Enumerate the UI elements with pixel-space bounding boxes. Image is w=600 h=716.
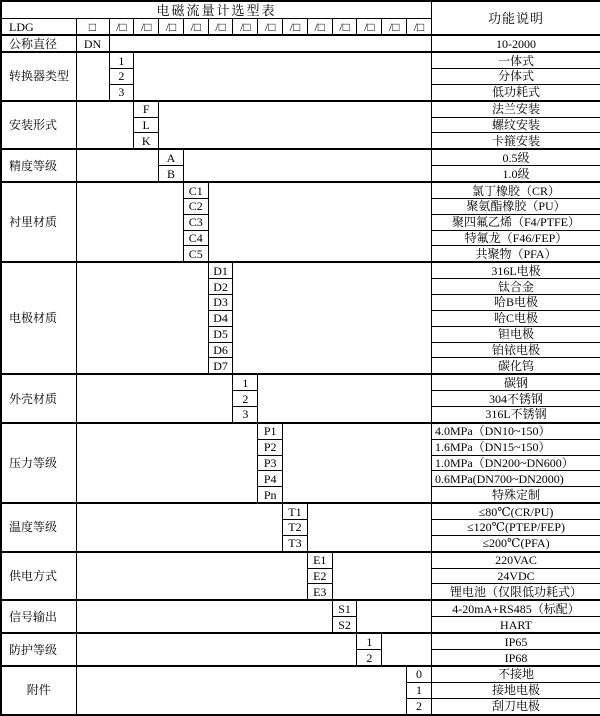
category-label: 转换器类型: [1, 52, 76, 101]
option-desc: 氯丁橡胶（CR）: [431, 182, 600, 198]
option-desc: 0.6MPa(DN700~DN2000): [431, 471, 600, 487]
option-code: D3: [208, 295, 233, 311]
option-code: L: [134, 117, 159, 133]
option-desc: 316L电极: [431, 262, 600, 278]
option-code: K: [134, 133, 159, 149]
option-desc: 不接地: [431, 666, 600, 682]
model-slot: /□: [233, 19, 258, 35]
option-desc: 1.6MPa（DN15~150）: [431, 439, 600, 455]
option-desc: 刮刀电极: [431, 698, 600, 715]
option-code: 3: [233, 406, 258, 422]
option-code: 1: [109, 52, 134, 68]
spacer-cell: [76, 503, 283, 552]
option-desc: 4-20mA+RS485（标配）: [431, 600, 600, 616]
option-desc: 螺纹安装: [431, 117, 600, 133]
category-label: 公称直径: [1, 35, 76, 52]
option-desc: HART: [431, 617, 600, 633]
option-code: 2: [357, 650, 382, 666]
option-desc: 分体式: [431, 68, 600, 84]
spacer-cell: [382, 633, 432, 666]
option-code: 2: [233, 391, 258, 407]
option-code: A: [159, 149, 184, 165]
spacer-cell: [134, 52, 432, 101]
option-desc: 哈B电极: [431, 295, 600, 311]
option-desc: 1.0级: [431, 166, 600, 182]
option-code: 0: [407, 666, 432, 682]
option-desc: ≤200℃(PFA): [431, 535, 600, 551]
option-code: C5: [183, 246, 208, 262]
model-slot: /□: [307, 19, 332, 35]
option-desc: 碳钢: [431, 374, 600, 390]
model-prefix: LDG: [1, 19, 76, 35]
option-code: D1: [208, 262, 233, 278]
spacer-cell: [208, 182, 431, 262]
model-slot: /□: [382, 19, 407, 35]
option-code: P1: [258, 423, 283, 439]
option-desc: 特氟龙（F46/FEP）: [431, 230, 600, 246]
option-code: E3: [307, 584, 332, 600]
spacer-cell: [76, 182, 183, 262]
option-desc: 碳化钨: [431, 358, 600, 374]
option-code: D6: [208, 342, 233, 358]
option-desc: 0.5级: [431, 149, 600, 165]
category-label: 温度等级: [1, 503, 76, 552]
model-slot: /□: [208, 19, 233, 35]
spacer-cell: [76, 552, 307, 601]
spacer-cell: [76, 101, 134, 150]
option-code: 3: [109, 84, 134, 100]
option-code: B: [159, 166, 184, 182]
spacer-cell: [76, 423, 258, 503]
option-desc: 钛合金: [431, 279, 600, 295]
category-label: 供电方式: [1, 552, 76, 601]
spacer-cell: [283, 423, 432, 503]
option-code: T3: [283, 535, 308, 551]
option-desc: 304不锈钢: [431, 391, 600, 407]
option-code: 1: [357, 633, 382, 649]
spacer-cell: [76, 666, 407, 715]
category-label: 电极材质: [1, 262, 76, 374]
option-code: 2: [109, 68, 134, 84]
option-code: P2: [258, 439, 283, 455]
option-desc: 特殊定制: [431, 487, 600, 503]
spacer-cell: [307, 503, 431, 552]
option-desc: 一体式: [431, 52, 600, 68]
category-label: 信号输出: [1, 600, 76, 633]
model-slot: /□: [109, 19, 134, 35]
category-label: 外壳材质: [1, 374, 76, 423]
model-slot: /□: [332, 19, 357, 35]
option-code: S2: [332, 617, 357, 633]
option-code: F: [134, 101, 159, 117]
option-desc: 低功耗式: [431, 84, 600, 100]
category-label: 衬里材质: [1, 182, 76, 262]
spacer-cell: [76, 633, 357, 666]
option-desc: ≤80℃(CR/PU): [431, 503, 600, 519]
option-desc: 聚氨酯橡胶（PU）: [431, 199, 600, 215]
model-slot: /□: [283, 19, 308, 35]
option-desc: 220VAC: [431, 552, 600, 568]
option-desc: 共聚物（PFA）: [431, 246, 600, 262]
spacer-cell: [159, 101, 432, 150]
model-slot: /□: [159, 19, 184, 35]
option-code: E1: [307, 552, 332, 568]
spacer-cell: [332, 552, 431, 601]
option-code: C3: [183, 214, 208, 230]
spacer-cell: [76, 600, 332, 633]
spacer-cell: [76, 262, 208, 374]
option-desc: IP65: [431, 633, 600, 649]
option-desc: 铂铱电极: [431, 342, 600, 358]
spacer-cell: [357, 600, 432, 633]
spacer-cell: [76, 149, 159, 182]
option-desc: 10-2000: [431, 35, 600, 52]
option-desc: 接地电极: [431, 682, 600, 698]
option-code: D7: [208, 358, 233, 374]
option-code: D2: [208, 279, 233, 295]
category-label: 精度等级: [1, 149, 76, 182]
spacer-cell: [76, 374, 233, 423]
option-desc: 钽电极: [431, 326, 600, 342]
spacer-cell: [233, 262, 431, 374]
option-code: DN: [76, 35, 109, 52]
option-code: Pn: [258, 487, 283, 503]
option-desc: 4.0MPa（DN10~150）: [431, 423, 600, 439]
option-desc: 法兰安装: [431, 101, 600, 117]
option-desc: 锂电池（仅限低功耗式）: [431, 584, 600, 600]
option-code: T1: [283, 503, 308, 519]
option-code: C2: [183, 199, 208, 215]
model-slot: /□: [258, 19, 283, 35]
model-slot: /□: [357, 19, 382, 35]
category-label: 防护等级: [1, 633, 76, 666]
option-desc: IP68: [431, 650, 600, 666]
option-code: S1: [332, 600, 357, 616]
option-code: 1: [407, 682, 432, 698]
model-code-box: □: [76, 19, 109, 35]
option-code: E2: [307, 568, 332, 584]
spacer-cell: [109, 35, 431, 52]
category-label: 附件: [1, 666, 76, 715]
option-desc: ≤120℃(PTEP/FEP): [431, 520, 600, 536]
option-desc: 聚四氟乙烯（F4/PTFE）: [431, 214, 600, 230]
option-desc: 卡箍安装: [431, 133, 600, 149]
option-code: C4: [183, 230, 208, 246]
option-code: D4: [208, 310, 233, 326]
category-label: 压力等级: [1, 423, 76, 503]
option-code: 1: [233, 374, 258, 390]
model-slot: /□: [183, 19, 208, 35]
spacer-cell: [183, 149, 431, 182]
option-desc: 哈C电极: [431, 310, 600, 326]
option-desc: 316L不锈钢: [431, 406, 600, 422]
option-desc: 1.0MPa（DN200~DN600）: [431, 455, 600, 471]
option-code: T2: [283, 520, 308, 536]
table-title: 电磁流量计选型表: [1, 1, 431, 19]
option-code: P3: [258, 455, 283, 471]
option-code: 2: [407, 698, 432, 715]
model-slot: /□: [134, 19, 159, 35]
option-code: P4: [258, 471, 283, 487]
category-label: 安装形式: [1, 101, 76, 150]
option-code: C1: [183, 182, 208, 198]
spacer-cell: [76, 52, 109, 101]
spacer-cell: [258, 374, 432, 423]
model-slot: /□: [407, 19, 432, 35]
option-desc: 24VDC: [431, 568, 600, 584]
option-code: D5: [208, 326, 233, 342]
function-column-header: 功能说明: [431, 1, 600, 35]
